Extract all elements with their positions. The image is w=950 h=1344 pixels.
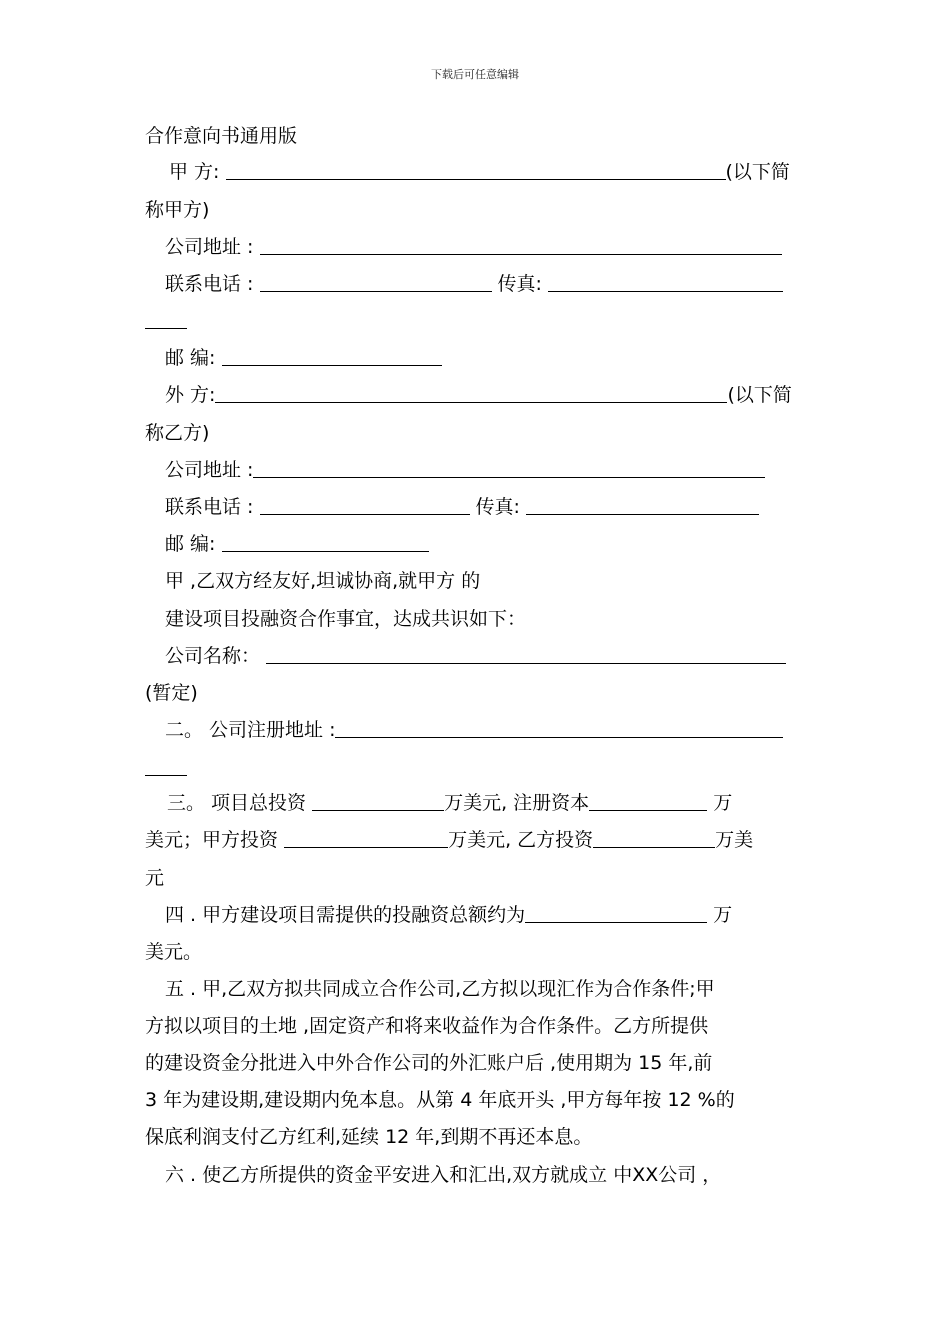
item-5-line-4: 3 年为建设期,建设期内免本息。从第 4 年底开头 ,甲方每年按 12 %的 bbox=[145, 1089, 735, 1111]
item-3-line-2 bbox=[145, 828, 810, 852]
party-b-suffix: (以下简 bbox=[727, 384, 792, 406]
party-b-fax-label: 传真: bbox=[475, 496, 520, 518]
party-b-investment-blank[interactable] bbox=[593, 829, 715, 848]
item-5-line-3: 的建设资金分批进入中外合作公司的外汇账户后 ,使用期为 15 年,前 bbox=[145, 1052, 713, 1074]
company-name-blank[interactable] bbox=[266, 645, 786, 664]
party-b-phone-line bbox=[145, 495, 810, 519]
party-a-phone-label: 联系电话 : bbox=[165, 273, 254, 295]
party-a-zip-blank[interactable] bbox=[222, 347, 442, 366]
party-a-phone-line bbox=[145, 272, 810, 296]
party-b-address-blank[interactable] bbox=[253, 459, 765, 478]
party-a-blank[interactable] bbox=[226, 161, 726, 180]
item-1-cont: (暂定) bbox=[145, 682, 198, 704]
party-b-zip-label: 邮 编: bbox=[165, 533, 216, 555]
registered-address-blank-cont[interactable] bbox=[145, 757, 187, 776]
party-a-fax-cont-line bbox=[145, 309, 810, 333]
party-b-phone-label: 联系电话 : bbox=[165, 496, 254, 518]
party-b-suffix-cont: 称乙方) bbox=[145, 422, 210, 444]
party-a-phone-blank[interactable] bbox=[260, 273, 492, 292]
item-3-line-1 bbox=[145, 791, 810, 815]
party-b-line bbox=[145, 383, 810, 407]
page-header: 下载后可任意编辑 bbox=[431, 68, 519, 81]
party-a-line bbox=[145, 160, 810, 184]
party-a-fax-blank-cont[interactable] bbox=[145, 310, 187, 329]
party-a-address-line bbox=[145, 235, 810, 259]
party-b-address-line bbox=[145, 458, 810, 482]
intro-text-1: 甲 ,乙双方经友好,坦诚协商,就甲方 的 bbox=[165, 570, 481, 592]
item-3-text-c: 万 bbox=[713, 792, 733, 814]
item-1-line bbox=[145, 644, 810, 668]
item-5-line-2: 方拟以项目的土地 ,固定资产和将来收益作为合作条件。乙方所提供 bbox=[145, 1015, 709, 1037]
item-3-text-a: 三。 项目总投资 bbox=[167, 792, 307, 814]
registered-address-blank[interactable] bbox=[335, 719, 783, 738]
total-investment-blank[interactable] bbox=[312, 792, 444, 811]
item-4-line-1 bbox=[145, 903, 810, 927]
party-b-zip-blank[interactable] bbox=[222, 533, 429, 552]
party-b-phone-blank[interactable] bbox=[260, 496, 470, 515]
item-6-line-1: 六 . 使乙方所提供的资金平安进入和汇出,双方就成立 中XX公司 ， bbox=[165, 1164, 722, 1186]
party-a-fax-label: 传真: bbox=[497, 273, 542, 295]
item-3-text-f: 万美 bbox=[715, 829, 754, 851]
item-5-line-5: 保底利润支付乙方红利,延续 12 年,到期不再还本息。 bbox=[145, 1126, 593, 1148]
party-a-zip-line bbox=[145, 346, 810, 370]
party-a-address-blank[interactable] bbox=[260, 236, 782, 255]
party-b-zip-line bbox=[145, 532, 810, 556]
item-3-text-e: 万美元, 乙方投资 bbox=[448, 829, 594, 851]
party-a-zip-label: 邮 编: bbox=[165, 347, 216, 369]
item-3-text-b: 万美元, 注册资本 bbox=[444, 792, 590, 814]
intro-line-1 bbox=[145, 569, 810, 593]
financing-total-blank[interactable] bbox=[525, 904, 707, 923]
item-2-line bbox=[145, 718, 810, 742]
party-a-address-label: 公司地址 : bbox=[165, 236, 254, 258]
document-title: 合作意向书通用版 bbox=[145, 125, 298, 147]
item-4-text-b: 万 bbox=[713, 904, 733, 926]
item-5-line-1: 五 . 甲,乙双方拟共同成立合作公司,乙方拟以现汇作为合作条件;甲 bbox=[165, 978, 715, 1000]
party-a-label: 甲 方: bbox=[169, 161, 220, 183]
party-b-label: 外 方: bbox=[165, 384, 216, 406]
item-2-label: 二。 公司注册地址 : bbox=[165, 719, 336, 741]
item-4-text-a: 四 . 甲方建设项目需提供的投融资总额约为 bbox=[165, 904, 526, 926]
item-3-line-3: 元 bbox=[145, 867, 165, 889]
party-a-suffix: (以下简 bbox=[725, 161, 790, 183]
registered-capital-blank[interactable] bbox=[589, 792, 707, 811]
party-b-blank[interactable] bbox=[215, 384, 727, 403]
item-2-cont-line bbox=[145, 756, 810, 780]
party-a-investment-blank[interactable] bbox=[284, 829, 448, 848]
item-3-text-d: 美元；甲方投资 bbox=[145, 829, 279, 851]
intro-text-2: 建设项目投融资合作事宜，达成共识如下： bbox=[165, 608, 527, 630]
intro-line-2 bbox=[145, 607, 810, 631]
item-1-label: 公司名称： bbox=[165, 645, 261, 667]
party-b-address-label: 公司地址 : bbox=[165, 459, 254, 481]
party-b-fax-blank[interactable] bbox=[526, 496, 759, 515]
item-4-line-2: 美元。 bbox=[145, 941, 203, 963]
party-a-fax-blank[interactable] bbox=[548, 273, 783, 292]
party-a-suffix-cont: 称甲方) bbox=[145, 199, 210, 221]
